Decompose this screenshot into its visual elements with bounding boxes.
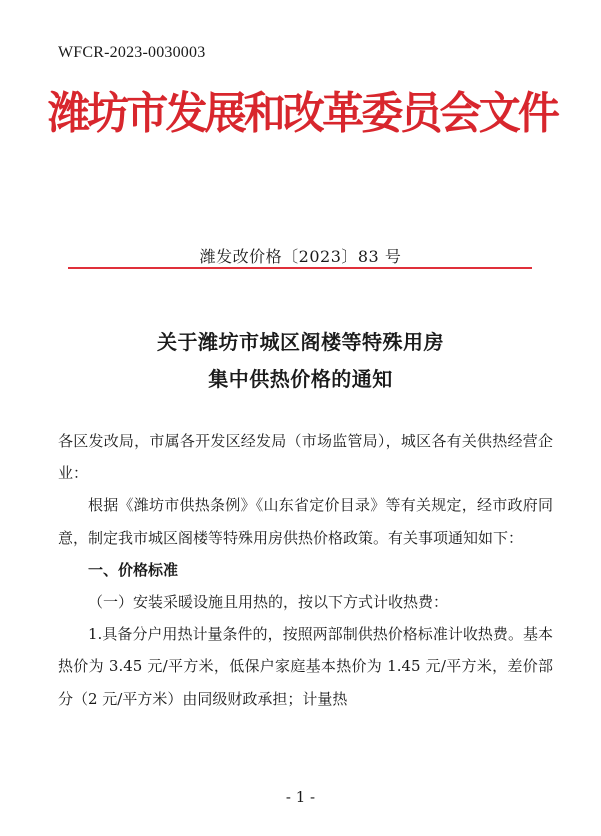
notice-body xyxy=(58,425,553,715)
clause-1-paragraph: （一）安装采暖设施且用热的，按以下方式计收热费： xyxy=(88,593,449,612)
recipients-paragraph: 各区发改局，市属各开发区经发局（市场监管局），城区各有关供热经营企业： xyxy=(58,432,553,483)
issuer-masthead: 潍坊市发展和改革委员会文件 xyxy=(48,88,558,139)
notice-title-line-1: 关于潍坊市城区阁楼等特殊用房 xyxy=(157,330,444,354)
document-code: WFCR-2023-0030003 xyxy=(58,44,206,61)
document-number: 潍发改价格〔2023〕83 号 xyxy=(199,247,402,266)
intro-paragraph: 根据《潍坊市供热条例》《山东省定价目录》等有关规定，经市政府同意，制定我市城区阁楼等特殊用房供热价格政策。有关事项通知如下： xyxy=(58,496,553,547)
section-heading-price-standard: 一、价格标准 xyxy=(88,560,179,579)
page-number: - 1 - xyxy=(285,788,316,806)
notice-title-line-2: 集中供热价格的通知 xyxy=(208,367,393,391)
red-divider-line xyxy=(68,267,532,269)
clause-1-1-paragraph: 1.具备分户用热计量条件的，按照两部制供热价格标准计收热费。基本热价为 3.45 元/平方米，低保户家庭基本热价为 1.45 元/平方米，差价部分（2 元/平方米）由同级财政承担；计量热 xyxy=(58,625,553,708)
